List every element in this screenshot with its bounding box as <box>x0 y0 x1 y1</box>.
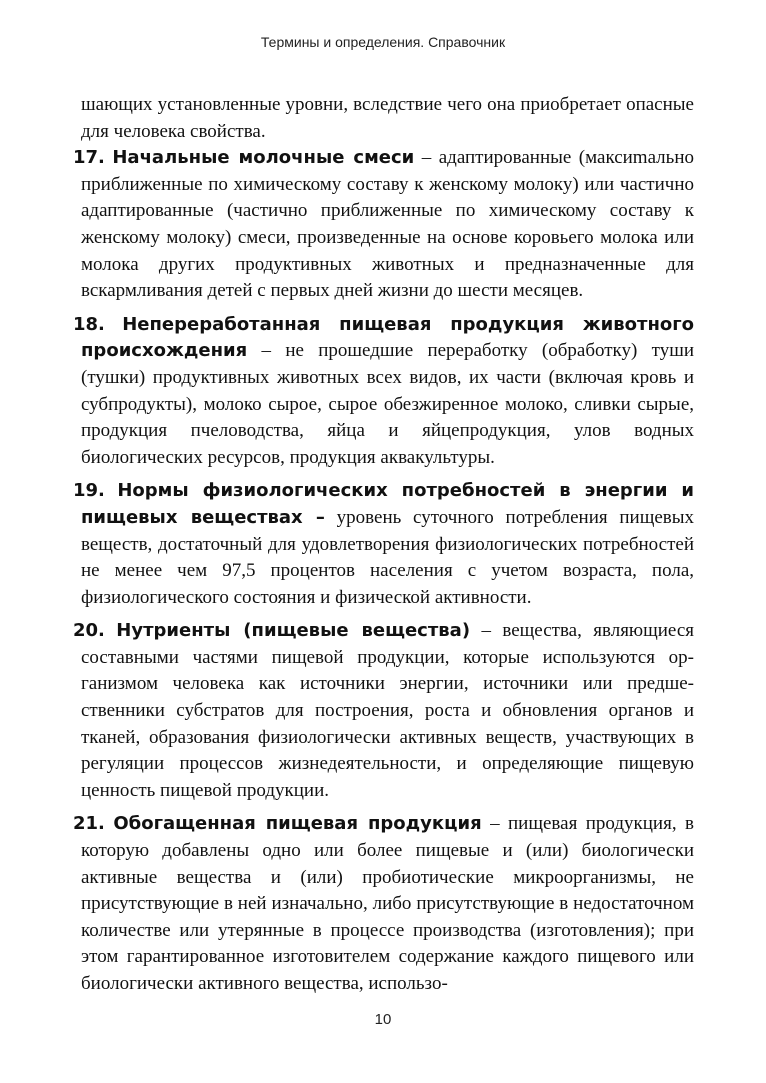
term-18 <box>73 312 695 472</box>
term-title: Обогащенная пищевая продукция <box>113 813 482 835</box>
term-17 <box>73 145 694 305</box>
term-title: Непереработанная пищевая продукция животного происхождения <box>81 313 695 362</box>
term-number: 19. <box>73 480 105 502</box>
term-definition: адаптированные (максиmально приближенные по химическому составу к женскому молоку) или частично адаптированные (частично приближенные по химическому составу к женскому молоку) смеси, произведенные на основе коровьего молока или молока других продуктивных животных и предназначенные для вскармливания детей с первых дней жизни до шести месяцев. <box>81 147 694 302</box>
term-definition: не прошедшие переработку (обработку) туши (тушки) продуктивных животных всех видов, их части (включая кровь и субпродукты), молоко сырое, сырое обезжиренное молоко, сливки сырые, продукция пчеловодства, яйца и яйцепродукция, улов водных биологических ресурсов, продукция аквакультуры. <box>81 340 694 468</box>
term-title: Начальные молочные смеси <box>112 147 415 169</box>
term-dash: – <box>470 620 503 642</box>
term-title: Нутриенты (пищевые вещества) <box>116 620 471 642</box>
term-definition: пищевая продукция, в которую добавлены одно или более пищевые и (или) биологически активные вещества и (или) пробиотические микроорганизмы, не присутствующие в ней изначально, либо присутствующие в недостаточном количестве или утерянные в процессе производства (изготовления); при этом гарантированное изготовителем содержание каждого пищевого или биологически активного вещества, использо- <box>81 813 694 994</box>
term-definition: уровень суточного потребления пищевых веществ, достаточный для удовлетворения физиологических потребностей не менее чем 97,5 процентов населения с учетом возраста, пола, физиологического состояния и физической активности. <box>81 506 695 608</box>
term-20 <box>73 618 695 804</box>
term-dash: – <box>247 340 286 362</box>
continued-paragraph: шающих установленные уровни, вследствие чего она приобретает опасные для человека свойства. <box>81 94 694 142</box>
running-header: Термины и определения. Справочник <box>260 34 506 50</box>
page-body <box>73 92 695 998</box>
term-number: 17. <box>73 147 105 169</box>
term-19 <box>73 478 695 611</box>
term-number: 18. <box>73 313 105 335</box>
term-number: 21. <box>73 813 105 835</box>
term-title: Нормы физиологических потребностей в энергии и пищевых веществах – <box>81 480 694 528</box>
term-dash: – <box>481 813 509 835</box>
term-number: 20. <box>73 620 105 642</box>
term-dash: – <box>414 147 439 169</box>
term-21 <box>73 811 694 997</box>
page-number: 10 <box>374 1011 392 1028</box>
term-definition: вещества, являющиеся составными частями пищевой продукции, которые используются организмом человека как источники энергии, источники или предшественники субстратов для построения, роста и обновления органов и тканей, образования физиологически активных веществ, участвующих в регуляции процессов жизнедеятельности, и определяющие пищевую ценность пищевой продукции. <box>81 620 695 801</box>
term-dash <box>325 507 337 528</box>
